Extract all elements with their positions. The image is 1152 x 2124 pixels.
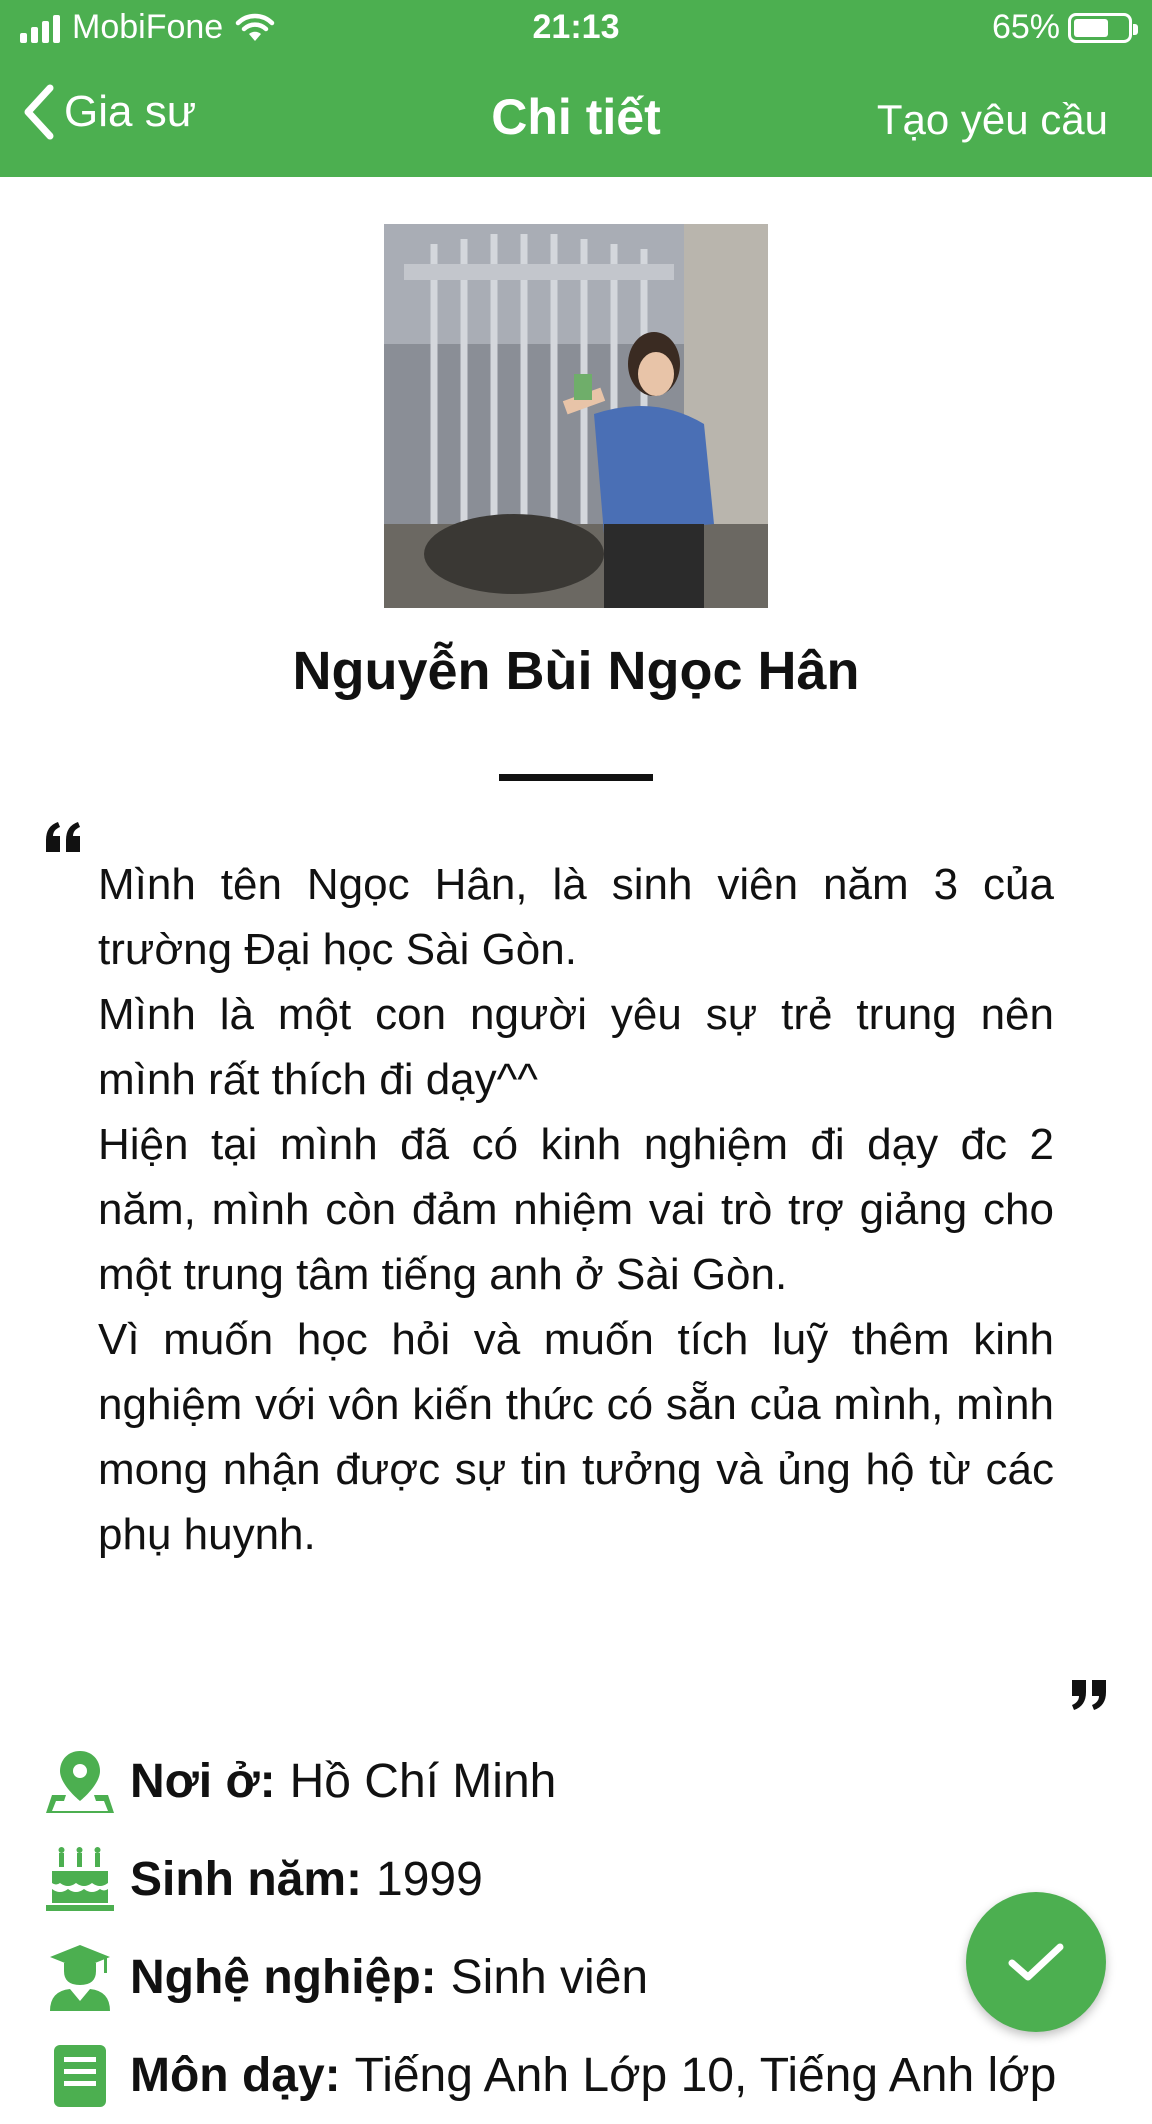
quote-open-icon: [44, 818, 84, 858]
battery-percent: 65%: [991, 8, 1060, 46]
battery-icon: [1068, 13, 1132, 43]
quote-close-icon: [1068, 1674, 1108, 1714]
info-row-location: [44, 1732, 1104, 1830]
back-label: Gia sư: [64, 87, 197, 136]
info-value: Tiếng Anh Lớp 10, Tiếng Anh lớp: [354, 2048, 1057, 2102]
bio-paragraph: Vì muốn học hỏi và muốn tích luỹ thêm kinh nghiệm với vôn kiến thức có sẵn của mình, mình mong nhận được sự tin tưởng và ủng hộ từ các phụ huynh.: [98, 1315, 1054, 1559]
info-label: Nghệ nghiệp:: [130, 1950, 437, 2004]
create-request-button[interactable]: Tạo yêu cầu: [876, 96, 1108, 143]
confirm-button[interactable]: [966, 1892, 1106, 2032]
info-label: Nơi ở:: [130, 1754, 276, 1808]
subject-list-icon: [44, 2039, 116, 2111]
info-list: [44, 1732, 1104, 2124]
info-value: 1999: [376, 1852, 483, 1906]
bio-paragraph: Mình tên Ngọc Hân, là sinh viên năm 3 của trường Đại học Sài Gòn.: [98, 860, 1054, 974]
page-title: Chi tiết: [491, 89, 661, 145]
carrier-label: MobiFone: [72, 8, 224, 46]
tutor-name: Nguyễn Bùi Ngọc Hân: [292, 641, 860, 701]
info-value: Sinh viên: [450, 1950, 649, 2004]
battery-area: [992, 8, 1132, 47]
info-row-occupation: [44, 1928, 1104, 2026]
birthday-cake-icon: [44, 1843, 116, 1915]
avatar-photo: [384, 224, 768, 608]
info-label: Môn dạy:: [130, 2048, 341, 2102]
info-row-subjects: [44, 2026, 1104, 2124]
clock: 21:13: [532, 8, 620, 46]
info-label: Sinh năm:: [130, 1852, 363, 1906]
info-row-birth-year: [44, 1830, 1104, 1928]
bio-paragraph: Hiện tại mình đã có kinh nghiệm đi dạy đc 2 năm, mình còn đảm nhiệm vai trò trợ giảng cho một trung tâm tiếng anh ở Sài Gòn.: [98, 1120, 1054, 1299]
location-pin-icon: [44, 1745, 116, 1817]
info-value: Hồ Chí Minh: [289, 1754, 557, 1808]
status-bar: [0, 0, 1152, 58]
bio-text: [98, 852, 1054, 1567]
bio-paragraph: Mình là một con người yêu sự trẻ trung nên mình rất thích đi dạy^^: [98, 990, 1054, 1104]
checkmark-icon: [1006, 1939, 1066, 1985]
avatar: [384, 224, 768, 608]
name-divider: [499, 774, 653, 781]
nav-bar: [0, 70, 1152, 170]
top-header: [0, 0, 1152, 177]
graduate-icon: [44, 1941, 116, 2013]
